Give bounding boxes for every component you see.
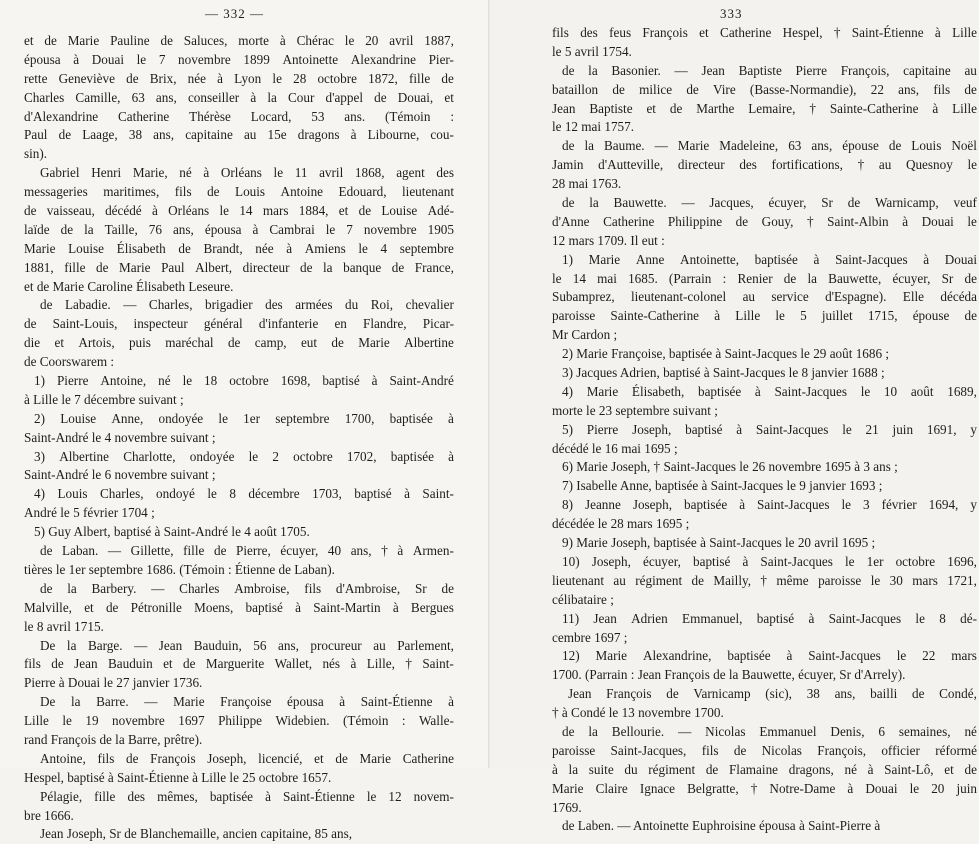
text-line: André le 5 février 1704 ;: [24, 505, 155, 521]
text-line: 9) Marie Joseph, baptisée à Saint-Jacques le 20 avril 1695 ;: [562, 535, 876, 551]
text-line: le 8 avril 1715.: [24, 618, 104, 634]
text-line: de la Bauwette. — Jacques, écuyer, Sr de Warnicamp, veuf: [562, 195, 977, 211]
text-line: de vaisseau, décédé à Orléans le 14 mars 1884, et de Louise Adé-: [24, 203, 454, 219]
text-line: de Laben. — Antoinette Euphroisine épousa à Saint-Pierre à: [562, 818, 881, 834]
text-line: 12) Marie Alexandrine, baptisée à Saint-Jacques le 22 mars: [562, 648, 977, 664]
text-line: messageries maritimes, fils de Louis Antoine Edouard, lieutenant: [24, 184, 454, 200]
text-line: Saint-André le 6 novembre suivant ;: [24, 467, 216, 483]
text-line: 1881, fille de Marie Paul Albert, directeur de la banque de France,: [24, 259, 454, 275]
text-line: paroisse Saint-Jacques, fils de Nicolas François, officier réformé: [552, 742, 977, 758]
text-line: et de Marie Pauline de Saluces, morte à Chérac le 20 avril 1887,: [24, 33, 454, 48]
text-line: 1) Pierre Antoine, né le 18 octobre 1698, baptisé à Saint-André: [34, 373, 454, 389]
text-line: épousa à Douai le 7 novembre 1899 Antoinette Alexandrine Pier-: [24, 51, 454, 67]
text-line: Marie Claire Ignace Belgratte, † Notre-Dame à Douai le 20 juin: [552, 780, 977, 796]
text-line: Pélagie, fille des mêmes, baptisée à Saint-Étienne le 12 novem-: [40, 788, 454, 804]
text-line: de Saint-Louis, inspecteur général d'infanterie en Flandre, Picar-: [24, 316, 454, 332]
text-line: bre 1666.: [24, 807, 74, 823]
text-line: 28 mai 1763.: [552, 176, 622, 192]
text-line: 7) Isabelle Anne, baptisée à Saint-Jacques le 9 janvier 1693 ;: [562, 478, 883, 494]
text-line: Saint-André le 4 novembre suivant ;: [24, 429, 216, 445]
text-line: décédée le 28 mars 1695 ;: [552, 516, 690, 532]
text-line: Charles Camille, 63 ans, conseiller à la Cour d'appel de Douai, et: [24, 89, 454, 105]
text-line: de la Bellourie. — Nicolas Emmanuel Denis, 6 semaines, né: [562, 723, 977, 739]
text-line: Pierre à Douai le 27 janvier 1736.: [24, 675, 203, 691]
text-line: 5) Guy Albert, baptisé à Saint-André le 4 août 1705.: [34, 524, 310, 540]
page-number: — 332 —: [205, 6, 264, 21]
text-line: de Laban. — Gillette, fille de Pierre, écuyer, 40 ans, † à Armen-: [40, 543, 454, 559]
text-line: à Lille le 7 décembre suivant ;: [24, 391, 184, 407]
text-line: de la Basonier. — Jean Baptiste Pierre François, capitaine au: [562, 62, 977, 78]
text-line: morte le 23 septembre suivant ;: [552, 402, 718, 418]
text-line: Mr Cardon ;: [552, 327, 618, 343]
text-line: 11) Jean Adrien Emmanuel, baptisé à Saint-Jacques le 8 dé-: [562, 610, 977, 626]
right-text-block: [552, 24, 977, 836]
text-line: Lille le 19 novembre 1697 Philippe Widebien. (Témoin : Walle-: [24, 713, 454, 729]
text-line: 5) Pierre Joseph, baptisé à Saint-Jacques le 21 juin 1691, y: [562, 421, 977, 437]
text-line: Subamprez, lieutenant-colonel au service d'Espagne). Elle décéda: [552, 289, 977, 305]
text-line: De la Barre. — Marie Françoise épousa à Saint-Étienne à: [40, 694, 454, 710]
text-line: 1) Marie Anne Antoinette, baptisée à Saint-Jacques à Douai: [562, 251, 977, 267]
text-line: Jamin d'Autteville, directeur des fortifications, † au Quesnoy le: [552, 157, 977, 173]
text-line: Gabriel Henri Marie, né à Orléans le 11 avril 1868, agent des: [40, 165, 454, 181]
text-line: le 12 mai 1757.: [552, 119, 635, 135]
text-line: de la Baume. — Marie Madeleine, 63 ans, épouse de Louis Noël: [562, 138, 977, 154]
text-line: rette Geneviève de Brix, née à Lyon le 28 octobre 1872, fille de: [24, 70, 454, 86]
text-line: rand François de la Barre, prêtre).: [24, 731, 203, 747]
text-line: lieutenant au régiment de Mailly, † même paroisse le 30 mars 1721,: [552, 572, 977, 588]
text-line: Jean Joseph, Sr de Blanchemaille, ancien capitaine, 85 ans,: [40, 826, 352, 842]
text-line: 8) Jeanne Joseph, baptisée à Saint-Jacques le 3 février 1694, y: [562, 497, 977, 513]
text-line: 12 mars 1709. Il eut :: [552, 232, 665, 248]
text-line: fils de Jean Bauduin et de Marguerite Wallet, nés à Lille, † Saint-: [24, 656, 454, 672]
text-line: Antoine, fils de François Joseph, licencié, et de Marie Catherine: [40, 750, 454, 766]
text-line: tières le 1er septembre 1686. (Témoin : Étienne de Laban).: [24, 561, 335, 577]
text-line: 3) Jacques Adrien, baptisé à Saint-Jacques le 8 janvier 1688 ;: [562, 365, 885, 381]
text-line: 2) Marie Françoise, baptisée à Saint-Jacques le 29 août 1686 ;: [562, 346, 890, 362]
text-line: décédé le 16 mai 1695 ;: [552, 440, 678, 456]
text-line: de Labadie. — Charles, brigadier des armées du Roi, chevalier: [40, 297, 454, 313]
text-line: le 14 mai 1685. (Parrain : Renier de la Bauwette, écuyer, Sr de: [552, 270, 977, 286]
text-line: † à Condé le 13 novembre 1700.: [552, 705, 724, 721]
text-line: Paul de Laage, 38 ans, capitaine au 15e dragons à Libourne, cou-: [24, 127, 454, 143]
text-line: d'Anne Catherine Philippine de Gouy, † Saint-Albin à Douai le: [552, 213, 977, 229]
text-line: célibataire ;: [552, 591, 614, 607]
text-line: Hespel, baptisé à Saint-Étienne à Lille le 25 octobre 1657.: [24, 769, 332, 785]
text-line: Jean François de Varnicamp (sic), 38 ans, bailli de Condé,: [568, 686, 977, 702]
text-line: die et Artois, puis maréchal de camp, eut de Marie Albertine: [24, 335, 454, 351]
right-page: [490, 0, 979, 834]
text-line: laïde de la Taille, 76 ans, épousa à Cambrai le 7 novembre 1905: [24, 221, 454, 237]
text-line: et de Marie Caroline Élisabeth Leseure.: [24, 278, 234, 294]
text-line: de Coorswarem :: [24, 354, 115, 370]
text-line: 6) Marie Joseph, † Saint-Jacques le 26 novembre 1695 à 3 ans ;: [562, 459, 898, 475]
text-line: 4) Marie Élisabeth, baptisée à Saint-Jacques le 10 août 1689,: [562, 383, 977, 399]
text-line: d'Alexandrine Catherine Thérèse Locard, 53 ans. (Témoin :: [24, 108, 454, 124]
text-line: 2) Louise Anne, ondoyée le 1er septembre 1700, baptisée à: [34, 410, 454, 426]
text-line: cembre 1697 ;: [552, 629, 628, 645]
text-line: le 5 avril 1754.: [552, 43, 632, 59]
text-line: fils des feus François et Catherine Hespel, † Saint-Étienne à Lille: [552, 25, 977, 40]
text-line: De la Barge. — Jean Bauduin, 56 ans, procureur au Parlement,: [40, 637, 454, 653]
text-line: 4) Louis Charles, ondoyé le 8 décembre 1703, baptisé à Saint-: [34, 486, 454, 502]
text-line: 10) Joseph, écuyer, baptisé à Saint-Jacques le 1er octobre 1696,: [562, 553, 977, 569]
text-line: 1769.: [552, 799, 582, 815]
text-line: sin).: [24, 146, 48, 162]
text-line: 1700. (Parrain : Jean François de la Bauwette, écuyer, Sr d'Arrely).: [552, 667, 906, 683]
text-line: Jean Baptiste et de Marthe Lemaire, † Sainte-Catherine à Lille: [552, 100, 977, 116]
text-line: Malville, et de Pétronille Moens, baptisé à Saint-Martin à Bergues: [24, 599, 454, 615]
text-line: 3) Albertine Charlotte, ondoyée le 2 octobre 1702, baptisée à: [34, 448, 454, 464]
text-line: à la suite du régiment de Flamaine dragons, né à Saint-Lô, et de: [552, 761, 977, 777]
page-number: 333: [720, 6, 743, 21]
text-line: Marie Louise Élisabeth de Brandt, née à Amiens le 4 septembre: [24, 240, 454, 256]
text-line: de la Barbery. — Charles Ambroise, fils d'Ambroise, Sr de: [40, 580, 454, 596]
text-line: bataillon de milice de Vire (Basse-Normandie), 22 ans, fils de: [552, 81, 977, 97]
left-text-block: [24, 32, 454, 844]
left-page: [0, 0, 490, 842]
text-line: paroisse Sainte-Catherine à Lille le 5 juillet 1715, épouse de: [552, 308, 977, 324]
